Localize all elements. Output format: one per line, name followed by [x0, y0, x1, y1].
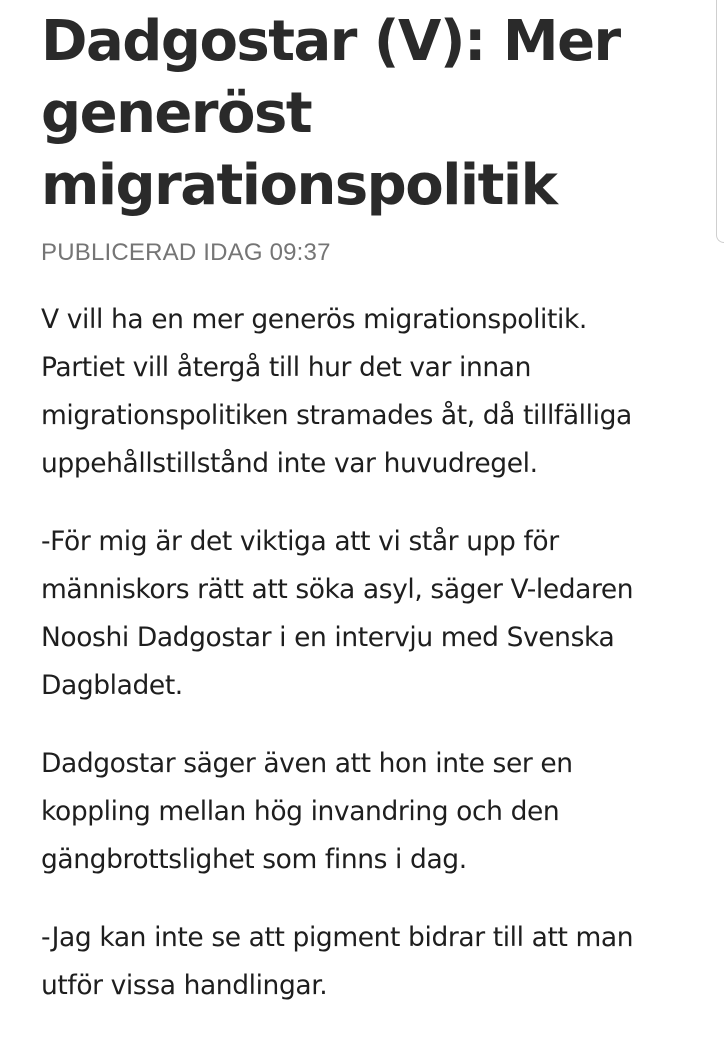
headline-line: generöst — [41, 81, 312, 146]
paragraph-line: -Jag kan inte se att pigment bidrar till att man — [41, 922, 634, 953]
paragraph-line: V vill ha en mer generös migrationspolitik. — [41, 304, 587, 335]
article-paragraph — [41, 296, 701, 488]
paragraph-line: Dagbladet. — [41, 670, 183, 701]
article-paragraph — [41, 740, 701, 884]
article-paragraph — [41, 518, 701, 710]
paragraph-line: koppling mellan hög invandring och den — [41, 796, 560, 827]
article-headline — [41, 6, 701, 222]
paragraph-line: utför vissa handlingar. — [41, 970, 328, 1001]
paragraph-line: uppehållstillstånd inte var huvudregel. — [41, 448, 538, 479]
publish-timestamp: PUBLICERAD IDAG 09:37 — [41, 239, 331, 266]
paragraph-line: Dadgostar säger även att hon inte ser en — [41, 748, 573, 779]
headline-line: migrationspolitik — [41, 153, 557, 218]
headline-line: Dadgostar (V): Mer — [41, 9, 620, 74]
paragraph-line: gängbrottslighet som finns i dag. — [41, 844, 467, 875]
article — [41, 0, 701, 1037]
paragraph-line: Partiet vill återgå till hur det var innan — [41, 352, 532, 383]
article-paragraph — [41, 914, 701, 1010]
paragraph-line: migrationspolitiken stramades åt, då tillfälliga — [41, 400, 632, 431]
scrollbar-edge[interactable] — [716, 0, 724, 243]
paragraph-line: människors rätt att söka asyl, säger V-ledaren — [41, 574, 634, 605]
paragraph-line: -För mig är det viktiga att vi står upp för — [41, 526, 559, 557]
paragraph-line: Nooshi Dadgostar i en intervju med Svenska — [41, 622, 615, 653]
